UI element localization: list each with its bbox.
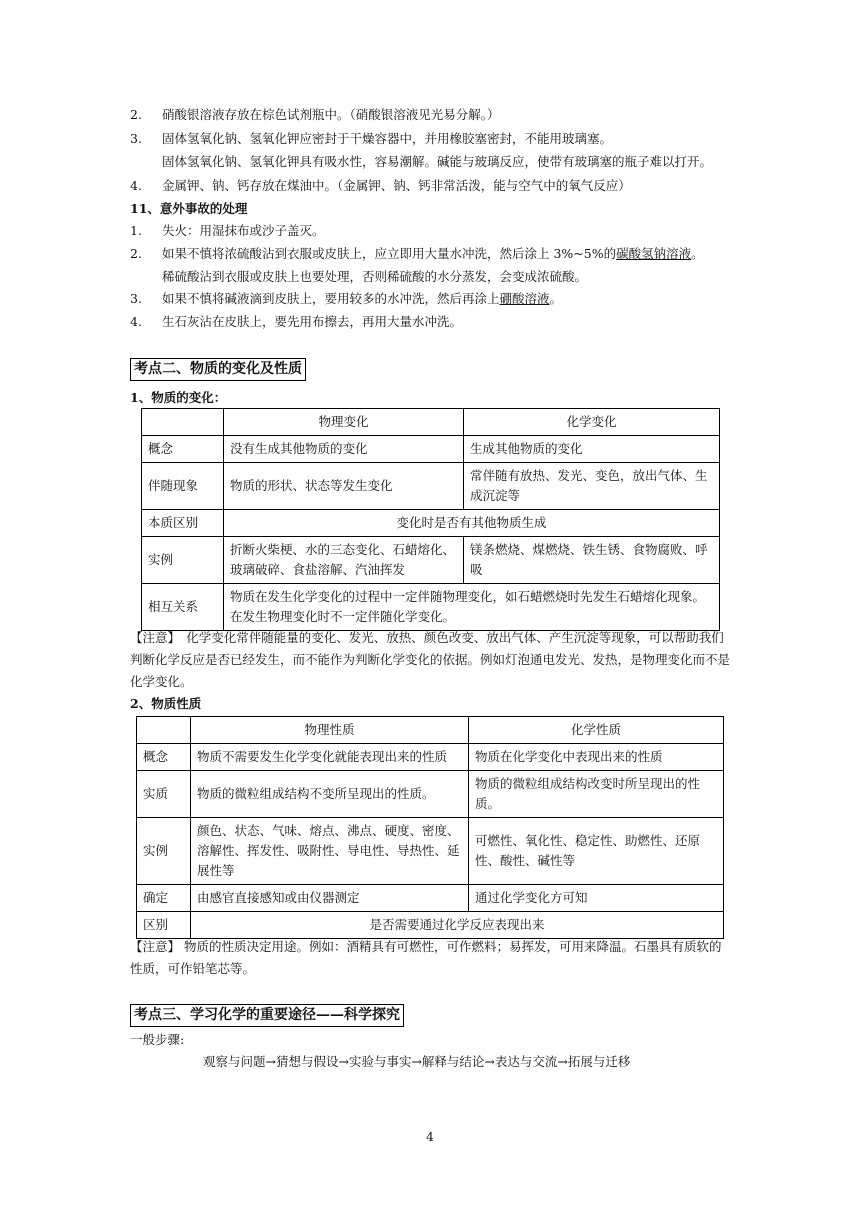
table-cell bbox=[142, 409, 224, 436]
steps-sequence: 观察与问题→猜想与假设→实验与事实→解释与结论→表达与交流→拓展与迁移 bbox=[203, 1054, 631, 1069]
table-row-label: 概念 bbox=[142, 436, 224, 463]
underlined-term: 硼酸溶液 bbox=[499, 291, 550, 306]
section-heading: 11、意外事故的处理 bbox=[130, 201, 248, 216]
table-row bbox=[137, 771, 724, 818]
table-header: 物理性质 bbox=[191, 717, 469, 744]
section-title: 考点三、学习化学的重要途径——科学探究 bbox=[130, 1004, 404, 1027]
table-header: 化学性质 bbox=[469, 717, 724, 744]
table-row bbox=[142, 436, 720, 463]
table-header-row bbox=[142, 409, 720, 436]
section-title: 考点二、物质的变化及性质 bbox=[130, 358, 306, 381]
table-row-label: 概念 bbox=[137, 744, 191, 771]
table-header-row bbox=[137, 717, 724, 744]
table-row bbox=[137, 818, 724, 885]
table-cell: 生成其他物质的变化 bbox=[464, 436, 720, 463]
document-page: 2. 硝酸银溶液存放在棕色试剂瓶中。（硝酸银溶液见光易分解。） 3. 固体氢氧化钠、氢氧化钾应密封于干燥容器中，并用橡胶塞密封，不能用玻璃塞。 固体氢氧化钠、氢氧化钾具有吸水性，容易潮解。碱能与玻璃反应，使带有玻璃塞的瓶子难以打开。 4. 金属钾、钠、钙存放在煤油中。（金属钾、钠、钙非常活泼，能与空气中的氧气反应） 11、意外事故的处理 1. 失火：用湿抹布或沙子盖灭。 2. 如果不慎将浓硫酸沾到衣服或皮肤上，应立即用大量水冲洗，然后涂上 3%~5%的碳酸氢钠溶液。 稀硫酸沾到衣服或皮肤上也要处理，否则稀硫酸的水分蒸发，会变成浓硫酸。 3. 如果不慎将碱液滴到皮肤上，要用较多的水冲洗，然后再涂上硼酸溶液。 4. 生石灰沾在皮肤上，要先用布擦去，再用大量水冲洗。 考点二、物质的变化及性质 1、物质的变化： 物理变化 化学变化 概念 没有生成其他物质的变化 生成其他物质的变化 伴随现象 物质的形状、状态等发生变化 常伴随有放热、发光、变色，放出气体、生成沉淀等 本质区别 变化时是否有其他物质生成 实例 折断火柴梗、水的三态变化、石蜡熔化、玻璃破碎、食盐溶解、汽油挥发 镁条燃烧、煤燃烧、铁生锈、食物腐败、呼吸 相互关系 物质在发生化学变化的过程中一定伴随物理变化，如石蜡燃烧时先发生石蜡熔化现象。在发生物理变化时不一定伴随化学变化。 【注意】 化学变化常伴随能量的变化、发光、放热、颜色改变、放出气体、产生沉淀等现象，可以帮助我们判断化学反应是否已经发生，而不能作为判断化学变化的依据。例如灯泡通电发光、发热，是物理变化而不是化学变化。 2、物质性质 物理性质 化学性质 概念 物质不需要发生化学变化就能表现出来的性质 物质在化学变化中表现出来的性质 实质 物质的微粒组成结构不变所呈现出的性质。 物质的微粒组成结构改变时所呈现出的性质。 实例 颜色、状态、气味、熔点、沸点、硬度、密度、溶解性、挥发性、吸附性、导电性、导热性、延展性等 可燃性、氧化性、稳定性、助燃性、还原性、酸性、碱性等 确定 由感官直接感知或由仪器测定 通过化学变化方可知 区别 是否需要通过化学反应表现出来 【注意】 物质的性质决定用途。例如：酒精具有可燃性，可作燃料；易挥发，可用来降温。石墨具有质软的性质，可作铅笔芯等。 考点三、学习化学的重要途径——科学探究 一般步骤: 观察与问题→猜想与假设→实验与事实→解释与结论→表达与交流→拓展与迁移 4 bbox=[0, 0, 860, 1216]
table-cell: 变化时是否有其他物质生成 bbox=[224, 510, 720, 537]
physical-chemical-change-table bbox=[141, 408, 720, 631]
table-cell bbox=[137, 717, 191, 744]
table-row-label: 伴随现象 bbox=[142, 463, 224, 510]
table-cell: 物质不需要发生化学变化就能表现出来的性质 bbox=[191, 744, 469, 771]
page-number: 4 bbox=[426, 1130, 434, 1144]
table-cell: 常伴随有放热、发光、变色，放出气体、生成沉淀等 bbox=[464, 463, 720, 510]
subsection-heading: 1、物质的变化： bbox=[130, 390, 227, 405]
table-row-label: 区别 bbox=[137, 912, 191, 939]
table-row bbox=[137, 912, 724, 939]
table-row bbox=[142, 463, 720, 510]
note-paragraph: 【注意】 物质的性质决定用途。例如：酒精具有可燃性，可作燃料；易挥发，可用来降温。石墨具有质软的性质，可作铅笔芯等。 bbox=[130, 939, 722, 976]
table-row-label: 实质 bbox=[137, 771, 191, 818]
table-row-label: 实例 bbox=[137, 818, 191, 885]
table-cell: 物质的微粒组成结构改变时所呈现出的性质。 bbox=[469, 771, 724, 818]
steps-label: 一般步骤: bbox=[130, 1032, 185, 1047]
physical-chemical-property-table bbox=[136, 716, 724, 939]
list-item-continuation: 固体氢氧化钠、氢氧化钾具有吸水性，容易潮解。碱能与玻璃反应，使带有玻璃塞的瓶子难以打开。 bbox=[162, 154, 713, 169]
table-cell: 物质在发生化学变化的过程中一定伴随物理变化，如石蜡燃烧时先发生石蜡熔化现象。在发生物理变化时不一定伴随化学变化。 bbox=[224, 584, 720, 631]
table-row bbox=[137, 744, 724, 771]
table-cell: 镁条燃烧、煤燃烧、铁生锈、食物腐败、呼吸 bbox=[464, 537, 720, 584]
table-cell: 物质的形状、状态等发生变化 bbox=[224, 463, 464, 510]
underlined-term: 碳酸氢钠溶液 bbox=[616, 246, 692, 261]
table-row-label: 确定 bbox=[137, 885, 191, 912]
table-header: 化学变化 bbox=[464, 409, 720, 436]
table-cell: 颜色、状态、气味、熔点、沸点、硬度、密度、溶解性、挥发性、吸附性、导电性、导热性、延展性等 bbox=[191, 818, 469, 885]
table-cell: 折断火柴梗、水的三态变化、石蜡熔化、玻璃破碎、食盐溶解、汽油挥发 bbox=[224, 537, 464, 584]
table-cell: 没有生成其他物质的变化 bbox=[224, 436, 464, 463]
note-paragraph: 【注意】 化学变化常伴随能量的变化、发光、放热、颜色改变、放出气体、产生沉淀等现象，可以帮助我们判断化学反应是否已经发生，而不能作为判断化学变化的依据。例如灯泡通电发光、发热，是物理变化而不是化学变化。 bbox=[130, 630, 731, 689]
table-header: 物理变化 bbox=[224, 409, 464, 436]
table-row-label: 相互关系 bbox=[142, 584, 224, 631]
table-cell: 可燃性、氧化性、稳定性、助燃性、还原性、酸性、碱性等 bbox=[469, 818, 724, 885]
table-row-label: 本质区别 bbox=[142, 510, 224, 537]
list-item-continuation: 稀硫酸沾到衣服或皮肤上也要处理，否则稀硫酸的水分蒸发，会变成浓硫酸。 bbox=[162, 269, 588, 284]
table-cell: 物质在化学变化中表现出来的性质 bbox=[469, 744, 724, 771]
table-cell: 通过化学变化方可知 bbox=[469, 885, 724, 912]
table-row bbox=[142, 584, 720, 631]
table-row bbox=[142, 537, 720, 584]
table-cell: 是否需要通过化学反应表现出来 bbox=[191, 912, 724, 939]
table-row bbox=[142, 510, 720, 537]
table-cell: 物质的微粒组成结构不变所呈现出的性质。 bbox=[191, 771, 469, 818]
table-row bbox=[137, 885, 724, 912]
table-row-label: 实例 bbox=[142, 537, 224, 584]
table-cell: 由感官直接感知或由仪器测定 bbox=[191, 885, 469, 912]
subsection-heading: 2、物质性质 bbox=[130, 696, 202, 711]
